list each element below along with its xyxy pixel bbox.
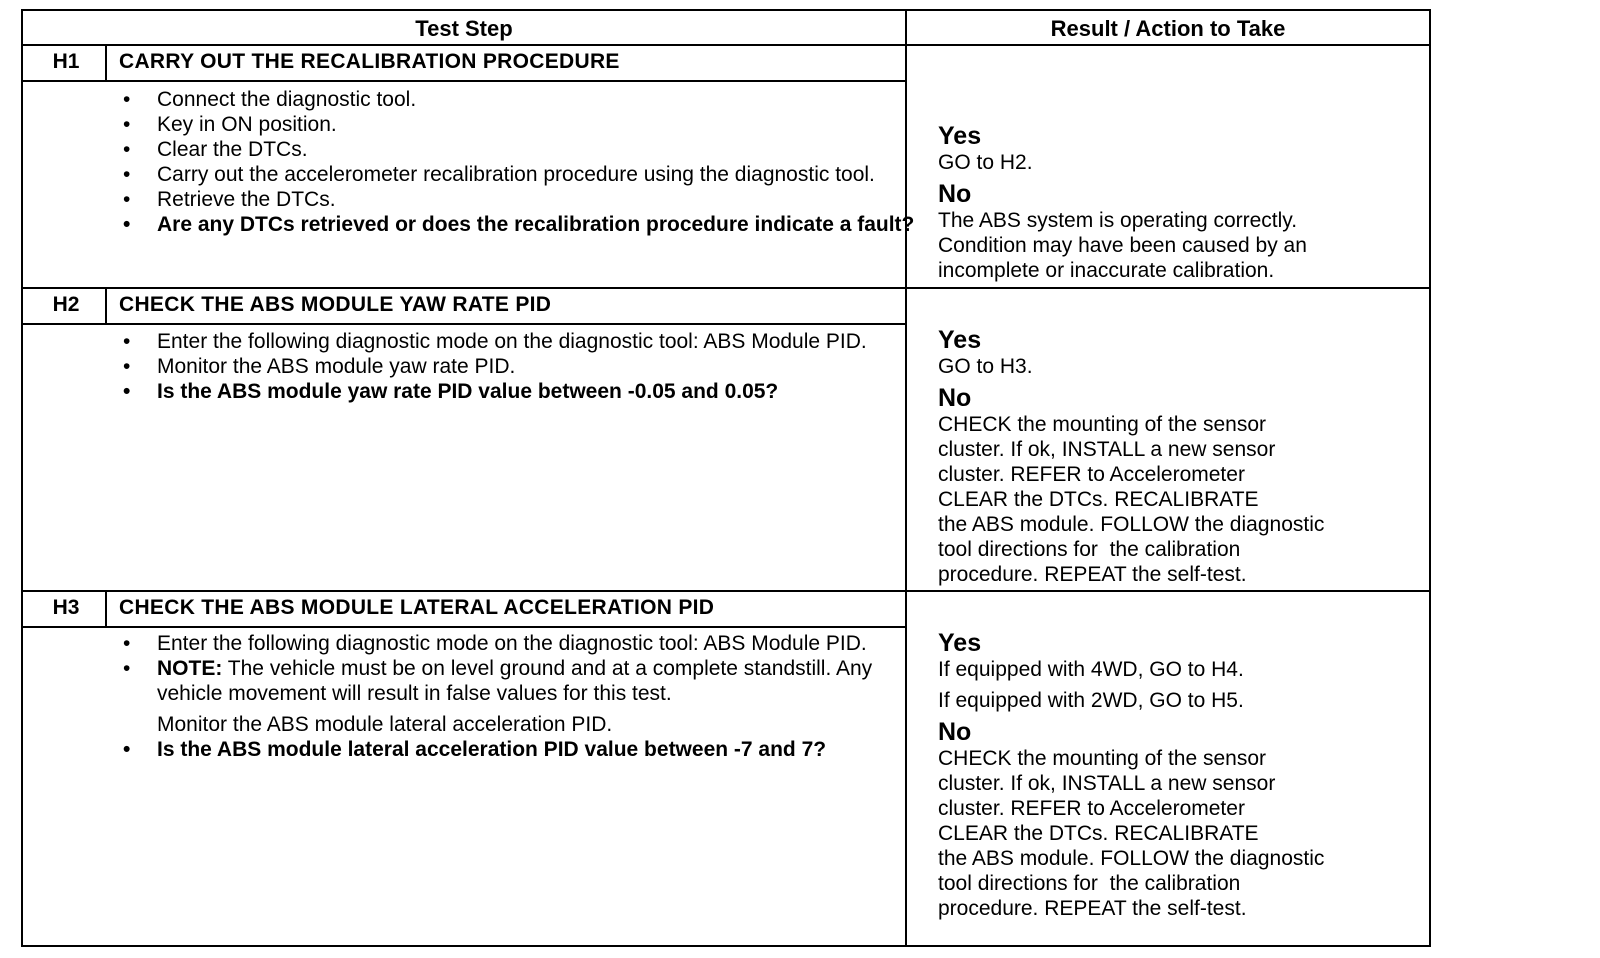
list-item: • Enter the following diagnostic mode on the diagnostic tool: ABS Module PID. <box>123 330 867 353</box>
yes-action: GO to H3. <box>938 355 1033 378</box>
no-action-line: CHECK the mounting of the sensor <box>938 413 1267 436</box>
h1-bottom-rule <box>23 287 1429 289</box>
step-list-h3 <box>123 631 923 762</box>
diagnostic-test-table <box>21 9 1431 947</box>
no-action-line: tool directions for the calibration <box>938 538 1241 561</box>
no-action-line: cluster. REFER to Accelerometer <box>938 463 1245 486</box>
no-label: No <box>938 180 972 208</box>
no-action-line: CHECK the mounting of the sensor <box>938 747 1267 770</box>
list-item: • Retrieve the DTCs. <box>123 188 336 211</box>
yes-action: GO to H2. <box>938 151 1033 174</box>
list-item-question: • Are any DTCs retrieved or does the recalibration procedure indicate a fault? <box>123 213 915 236</box>
no-action-line: CLEAR the DTCs. RECALIBRATE <box>938 822 1259 845</box>
bullet: • <box>123 657 131 680</box>
step-id-h3: H3 <box>52 596 80 619</box>
yes-action-4wd: If equipped with 4WD, GO to H4. <box>938 658 1244 681</box>
no-label: No <box>938 384 972 412</box>
bullet: • <box>123 738 131 761</box>
step-list-h1 <box>123 87 923 237</box>
list-item-question: • Is the ABS module yaw rate PID value between -0.05 and 0.05? <box>123 380 779 403</box>
result-action-header: Result / Action to Take <box>1050 16 1286 41</box>
bullet: • <box>123 355 131 378</box>
h1-title-rule <box>23 80 905 82</box>
list-item: • Carry out the accelerometer recalibration procedure using the diagnostic tool. <box>123 163 875 186</box>
result-h1 <box>938 123 1428 283</box>
bullet: • <box>123 138 131 161</box>
list-item: • Clear the DTCs. <box>123 138 308 161</box>
bullet: • <box>123 88 131 111</box>
bullet: • <box>123 632 131 655</box>
bullet: • <box>123 188 131 211</box>
note-label: NOTE: <box>157 657 223 680</box>
h2-bottom-rule <box>23 590 1429 592</box>
step-title-h1: CARRY OUT THE RECALIBRATION PROCEDURE <box>119 50 620 73</box>
h3-title-rule <box>23 626 905 628</box>
bullet: • <box>123 113 131 136</box>
list-item: • Connect the diagnostic tool. <box>123 88 417 111</box>
no-action-line: cluster. If ok, INSTALL a new sensor <box>938 772 1276 795</box>
list-item: • Key in ON position. <box>123 113 337 136</box>
bullet: • <box>123 163 131 186</box>
result-h3 <box>938 630 1428 921</box>
no-action-line: procedure. REPEAT the self-test. <box>938 897 1247 920</box>
yes-label: Yes <box>938 629 982 657</box>
bullet: • <box>123 213 131 236</box>
list-item: • Monitor the ABS module yaw rate PID. <box>123 355 516 378</box>
yes-label: Yes <box>938 122 982 150</box>
list-item-note: • NOTE: The vehicle must be on level ground and at a complete standstill. Any vehicle movement will result in false values for this test. <box>123 657 873 705</box>
no-action-line: cluster. If ok, INSTALL a new sensor <box>938 438 1276 461</box>
no-action-line: CLEAR the DTCs. RECALIBRATE <box>938 488 1259 511</box>
result-h2 <box>938 327 1428 587</box>
no-action-line: the ABS module. FOLLOW the diagnostic <box>938 513 1325 536</box>
no-action: The ABS system is operating correctly. Condition may have been caused by an incomplete or inaccurate calibration. <box>938 209 1307 282</box>
h2-title-rule <box>23 323 905 325</box>
bullet: • <box>123 330 131 353</box>
no-action-line: cluster. REFER to Accelerometer <box>938 797 1245 820</box>
no-action-line: tool directions for the calibration <box>938 872 1241 895</box>
yes-label: Yes <box>938 326 982 354</box>
step-id-h2: H2 <box>52 293 80 316</box>
header-rule <box>23 44 1429 46</box>
list-item-question: • Is the ABS module lateral acceleration PID value between -7 and 7? <box>123 738 827 761</box>
list-item: • Enter the following diagnostic mode on the diagnostic tool: ABS Module PID. <box>123 632 867 655</box>
no-action-line: procedure. REPEAT the self-test. <box>938 563 1247 586</box>
step-id-h1: H1 <box>52 50 80 73</box>
step-list-h2 <box>123 329 923 404</box>
list-item-plain: Monitor the ABS module lateral acceleration PID. <box>157 713 613 736</box>
bullet: • <box>123 380 131 403</box>
yes-action-2wd: If equipped with 2WD, GO to H5. <box>938 689 1244 712</box>
no-label: No <box>938 718 972 746</box>
no-action-line: the ABS module. FOLLOW the diagnostic <box>938 847 1325 870</box>
test-step-header: Test Step <box>415 16 513 41</box>
step-title-h2: CHECK THE ABS MODULE YAW RATE PID <box>119 293 552 316</box>
step-title-h3: CHECK THE ABS MODULE LATERAL ACCELERATION PID <box>119 596 715 619</box>
